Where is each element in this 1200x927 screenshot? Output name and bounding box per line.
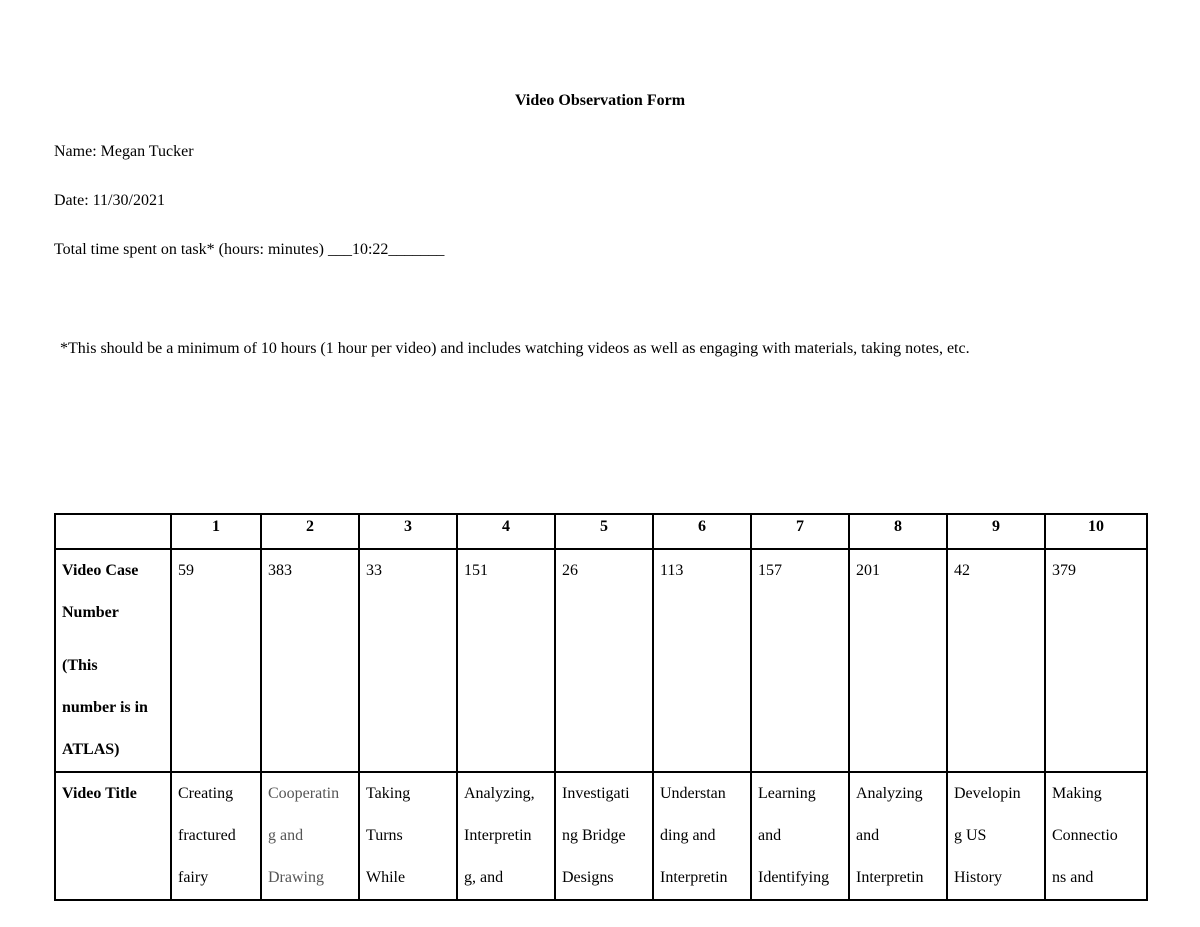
form-title: Video Observation Form xyxy=(514,92,686,109)
case-number-cell: 33 xyxy=(359,549,457,772)
time-spent-line: Total time spent on task* (hours: minutes) ___10:22_______ xyxy=(54,241,445,258)
video-title-cell xyxy=(261,772,359,900)
header-line: ATLAS) xyxy=(62,741,120,758)
video-title-cell xyxy=(947,772,1045,900)
title-line: ns and xyxy=(1052,869,1094,886)
header-line: Video Case xyxy=(62,562,139,579)
video-title-cell xyxy=(849,772,947,900)
video-case-number-header xyxy=(55,549,171,772)
column-header-4: 4 xyxy=(457,514,555,549)
header-line: (This xyxy=(62,657,98,674)
video-title-cell xyxy=(751,772,849,900)
title-line: Analyzing, xyxy=(464,785,535,802)
column-header-1: 1 xyxy=(171,514,261,549)
title-line: ng Bridge xyxy=(562,827,626,844)
video-title-cell xyxy=(457,772,555,900)
title-line: g, and xyxy=(464,869,504,886)
header-line: Number xyxy=(62,604,119,621)
title-line: Analyzing xyxy=(856,785,923,802)
title-line: Identifying xyxy=(758,869,830,886)
title-line: Connectio xyxy=(1052,827,1118,844)
title-line: Taking xyxy=(366,785,411,802)
video-title-header: Video Title xyxy=(55,772,171,900)
title-line: Creating xyxy=(178,785,234,802)
case-number-cell: 113 xyxy=(653,549,751,772)
case-number-cell: 201 xyxy=(849,549,947,772)
case-number-cell: 42 xyxy=(947,549,1045,772)
column-header-9: 9 xyxy=(947,514,1045,549)
table-row xyxy=(55,772,1147,900)
title-line: History xyxy=(954,869,1002,886)
title-line: Learning xyxy=(758,785,816,802)
title-line: ding and xyxy=(660,827,716,844)
title-line: Designs xyxy=(562,869,614,886)
video-title-cell xyxy=(1045,772,1147,900)
column-header-empty xyxy=(55,514,171,549)
title-line: While xyxy=(366,869,406,886)
date-line: Date: 11/30/2021 xyxy=(54,192,165,209)
column-header-6: 6 xyxy=(653,514,751,549)
title-line: Turns xyxy=(366,827,403,844)
column-header-7: 7 xyxy=(751,514,849,549)
name-line: Name: Megan Tucker xyxy=(54,143,194,160)
title-line: Drawing xyxy=(268,869,324,886)
column-header-2: 2 xyxy=(261,514,359,549)
column-header-8: 8 xyxy=(849,514,947,549)
case-number-cell: 151 xyxy=(457,549,555,772)
case-number-cell: 383 xyxy=(261,549,359,772)
table-row xyxy=(55,549,1147,772)
title-line: fractured xyxy=(178,827,236,844)
title-line: g and xyxy=(268,827,304,844)
title-line: Making xyxy=(1052,785,1102,802)
table-header-row xyxy=(55,514,1147,549)
title-line: Interpretin xyxy=(856,869,924,886)
case-number-cell: 59 xyxy=(171,549,261,772)
column-header-10: 10 xyxy=(1045,514,1147,549)
title-line: Interpretin xyxy=(660,869,728,886)
header-line: number is in xyxy=(62,699,148,716)
title-line: Developin xyxy=(954,785,1021,802)
title-line: Cooperatin xyxy=(268,785,340,802)
title-line: g US xyxy=(954,827,987,844)
video-observation-table xyxy=(54,513,1148,901)
case-number-cell: 26 xyxy=(555,549,653,772)
title-line: Interpretin xyxy=(464,827,532,844)
column-header-3: 3 xyxy=(359,514,457,549)
video-title-cell xyxy=(555,772,653,900)
title-line: and xyxy=(758,827,782,844)
title-line: Understan xyxy=(660,785,726,802)
case-number-cell: 157 xyxy=(751,549,849,772)
title-line: fairy xyxy=(178,869,209,886)
title-line: and xyxy=(856,827,880,844)
case-number-cell: 379 xyxy=(1045,549,1147,772)
requirement-note: *This should be a minimum of 10 hours (1 hour per video) and includes watching videos as well as engaging with materials, taking notes, etc. xyxy=(60,340,970,357)
title-line: Investigati xyxy=(562,785,630,802)
video-title-cell xyxy=(653,772,751,900)
video-title-cell xyxy=(171,772,261,900)
video-title-cell xyxy=(359,772,457,900)
column-header-5: 5 xyxy=(555,514,653,549)
